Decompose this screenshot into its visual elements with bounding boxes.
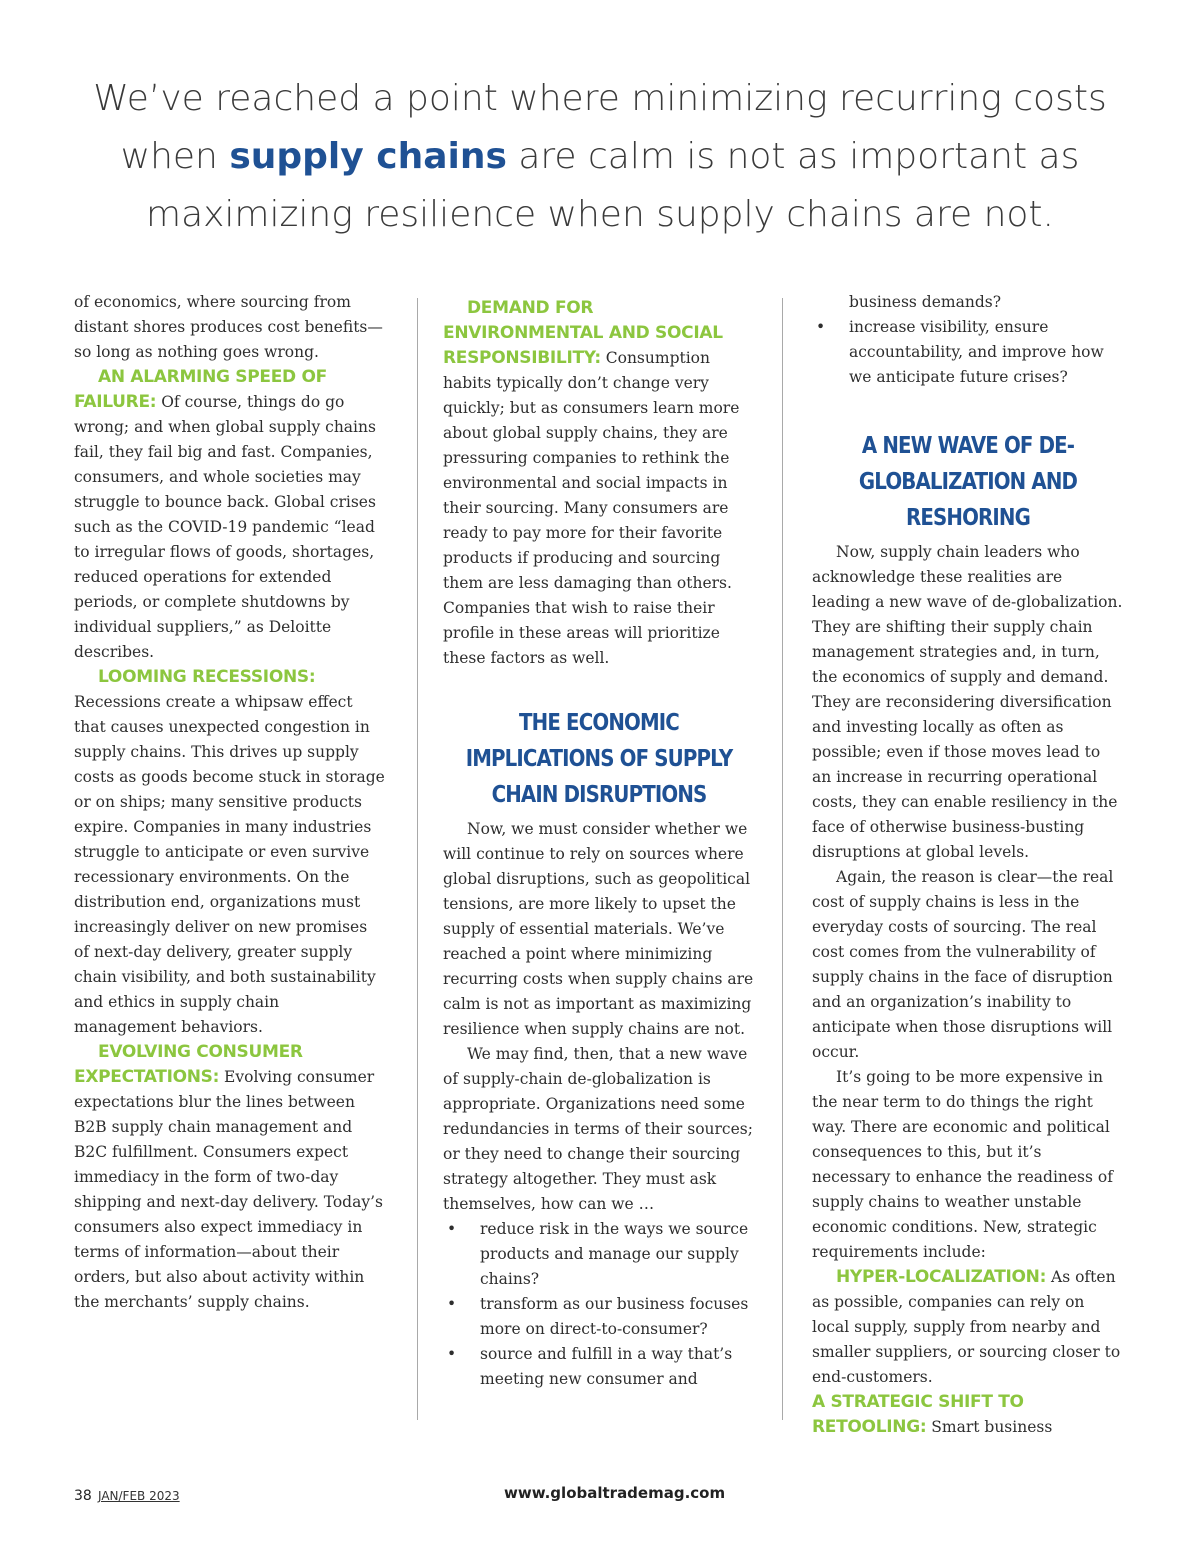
paragraph: Recessions create a whipsaw effect that causes unexpected congestion in supply chains. This drives up supply costs as goods become stuck in storage or on ships; many sensitive products expire. Companies in many industries struggle to anticipate or even survive recessionary environments. On the distribution end, organizations must increasingly deliver on new promises of next-day delivery, greater supply chain visibility, and both sustainability and ethics in supply chain management behaviors. <box>74 693 385 1036</box>
pull-quote <box>60 70 1140 244</box>
paragraph-body: Evolving consumer expectations blur the lines between B2B supply chain management and B2C fulfillment. Consumers expect immediacy in the form of two-day shipping and next-day delivery. Today’s consumers also expect immediacy in terms of information—about their orders, but also about activity within the merchants’ supply chains. <box>74 1068 383 1311</box>
paragraph-body: Of course, things do go wrong; and when global supply chains fail, they fail big and fast. Companies, consumers, and whole societies may struggle to bounce back. Global crises such as the COVID-19 pandemic “lead to irregular flows of goods, shortages, reduced operations for extended periods, or complete shutdowns by individual suppliers,” as Deloitte describes. <box>74 393 376 661</box>
subhead-paragraph <box>74 665 386 690</box>
subhead-alarming-speed: AN ALARMING SPEED OF FAILURE: <box>74 367 327 412</box>
bullet-icon: • <box>447 1345 457 1363</box>
paragraph-body: Consumption habits typically don’t change very quickly; but as consumers learn more about global supply chains, they are pressuring companies to rethink the environmental and social impacts in their sourcing. Many consumers are ready to pay more for their favorite products if producing and sourcing them are less damaging than others. Companies that wish to raise their profile in these areas will prioritize these factors as well. <box>443 349 740 667</box>
column-divider <box>417 298 418 1420</box>
paragraph: It’s going to be more expensive in the near term to do things the right way. There are economic and political consequences to this, but it’s necessary to enhance the readiness of supply chains to weather unstable economic conditions. New, strategic requirements include: <box>812 1068 1113 1261</box>
subhead-environmental-social: DEMAND FOR ENVIRONMENTAL AND SOCIAL RESPONSIBILITY: <box>443 298 723 368</box>
pull-quote-text-2: are calm is not as important as maximizing resilience when supply chains are not. <box>146 136 1080 235</box>
article-column-1 <box>74 290 386 1315</box>
issue-date: JAN/FEB 2023 <box>98 1489 180 1503</box>
paragraph <box>812 1390 1124 1440</box>
question-list-continued <box>812 290 1124 390</box>
paragraph-body: As often as possible, companies can rely on local supply, supply from nearby and smaller suppliers, or sourcing closer to end-customers. <box>812 1268 1121 1386</box>
website-url: www.globaltrademag.com <box>504 1484 726 1502</box>
column-divider <box>782 298 783 1420</box>
subhead-strategic-shift: A STRATEGIC SHIFT TO RETOOLING: <box>812 1392 1024 1437</box>
subhead-evolving-consumer-expectations: EVOLVING CONSUMER EXPECTATIONS: <box>74 1042 303 1087</box>
pull-quote-highlight: supply chains <box>229 136 507 177</box>
paragraph <box>443 296 755 671</box>
section-heading-deglobalization: A NEW WAVE OF DE-GLOBALIZATION AND RESHORING <box>858 433 1078 531</box>
paragraph: We may find, then, that a new wave of supply-chain de-globalization is appropriate. Organizations need some redundancies in terms of their sources; or they need to change their sourcing strategy altogether. They must ask themselves, how can we … <box>443 1045 753 1213</box>
subhead-looming-recessions: LOOMING RECESSIONS: <box>98 667 316 687</box>
list-item: • source and fulfill in a way that’s meeting new consumer and <box>443 1342 755 1392</box>
paragraph: of economics, where sourcing from distant shores produces cost benefits—so long as nothing goes wrong. <box>74 293 383 361</box>
question-list <box>443 1217 755 1392</box>
paragraph: Now, we must consider whether we will continue to rely on sources where global disruptions, such as geopolitical tensions, are more likely to upset the supply of essential materials. We’ve reached a point where minimizing recurring costs when supply chains are calm is not as important as maximizing resilience when supply chains are not. <box>443 820 754 1038</box>
article-column-3 <box>812 290 1124 1440</box>
list-item-continued: business demands? <box>849 293 1002 311</box>
page-footer <box>74 1484 1126 1508</box>
paragraph: Again, the reason is clear—the real cost of supply chains is less in the everyday costs of sourcing. The real cost comes from the vulnerability of supply chains in the face of disruption and an organization’s inability to anticipate when those disruptions will occur. <box>812 868 1114 1061</box>
bullet-icon: • <box>447 1220 457 1238</box>
list-item: • reduce risk in the ways we source products and manage our supply chains? <box>443 1217 755 1292</box>
paragraph <box>74 365 386 665</box>
paragraph <box>74 1040 386 1315</box>
article-column-2 <box>443 290 755 1392</box>
bullet-icon: • <box>816 318 826 336</box>
list-item: • increase visibility, ensure accountability, and improve how we anticipate future crises? <box>812 315 1124 390</box>
bullet-icon: • <box>447 1295 457 1313</box>
subhead-hyper-localization: HYPER-LOCALIZATION: <box>836 1267 1047 1287</box>
section-heading-economic-implications: THE ECONOMIC IMPLICATIONS OF SUPPLY CHAIN DISRUPTIONS <box>465 710 733 808</box>
paragraph-body: Smart business <box>926 1418 1053 1436</box>
paragraph: Now, supply chain leaders who acknowledge these realities are leading a new wave of de-globalization. They are shifting their supply chain management strategies and, in turn, the economics of supply and demand. They are reconsidering diversification and investing locally as often as possible; even if those moves lead to an increase in recurring operational costs, they can enable resiliency in the face of otherwise business-busting disruptions at global levels. <box>812 543 1123 861</box>
page-number: 38 <box>74 1488 92 1504</box>
pull-quote-text-1: We’ve reached a point where minimizing recurring costs when <box>93 78 1107 177</box>
list-item: • transform as our business focuses more on direct-to-consumer? <box>443 1292 755 1342</box>
paragraph <box>812 1265 1124 1390</box>
